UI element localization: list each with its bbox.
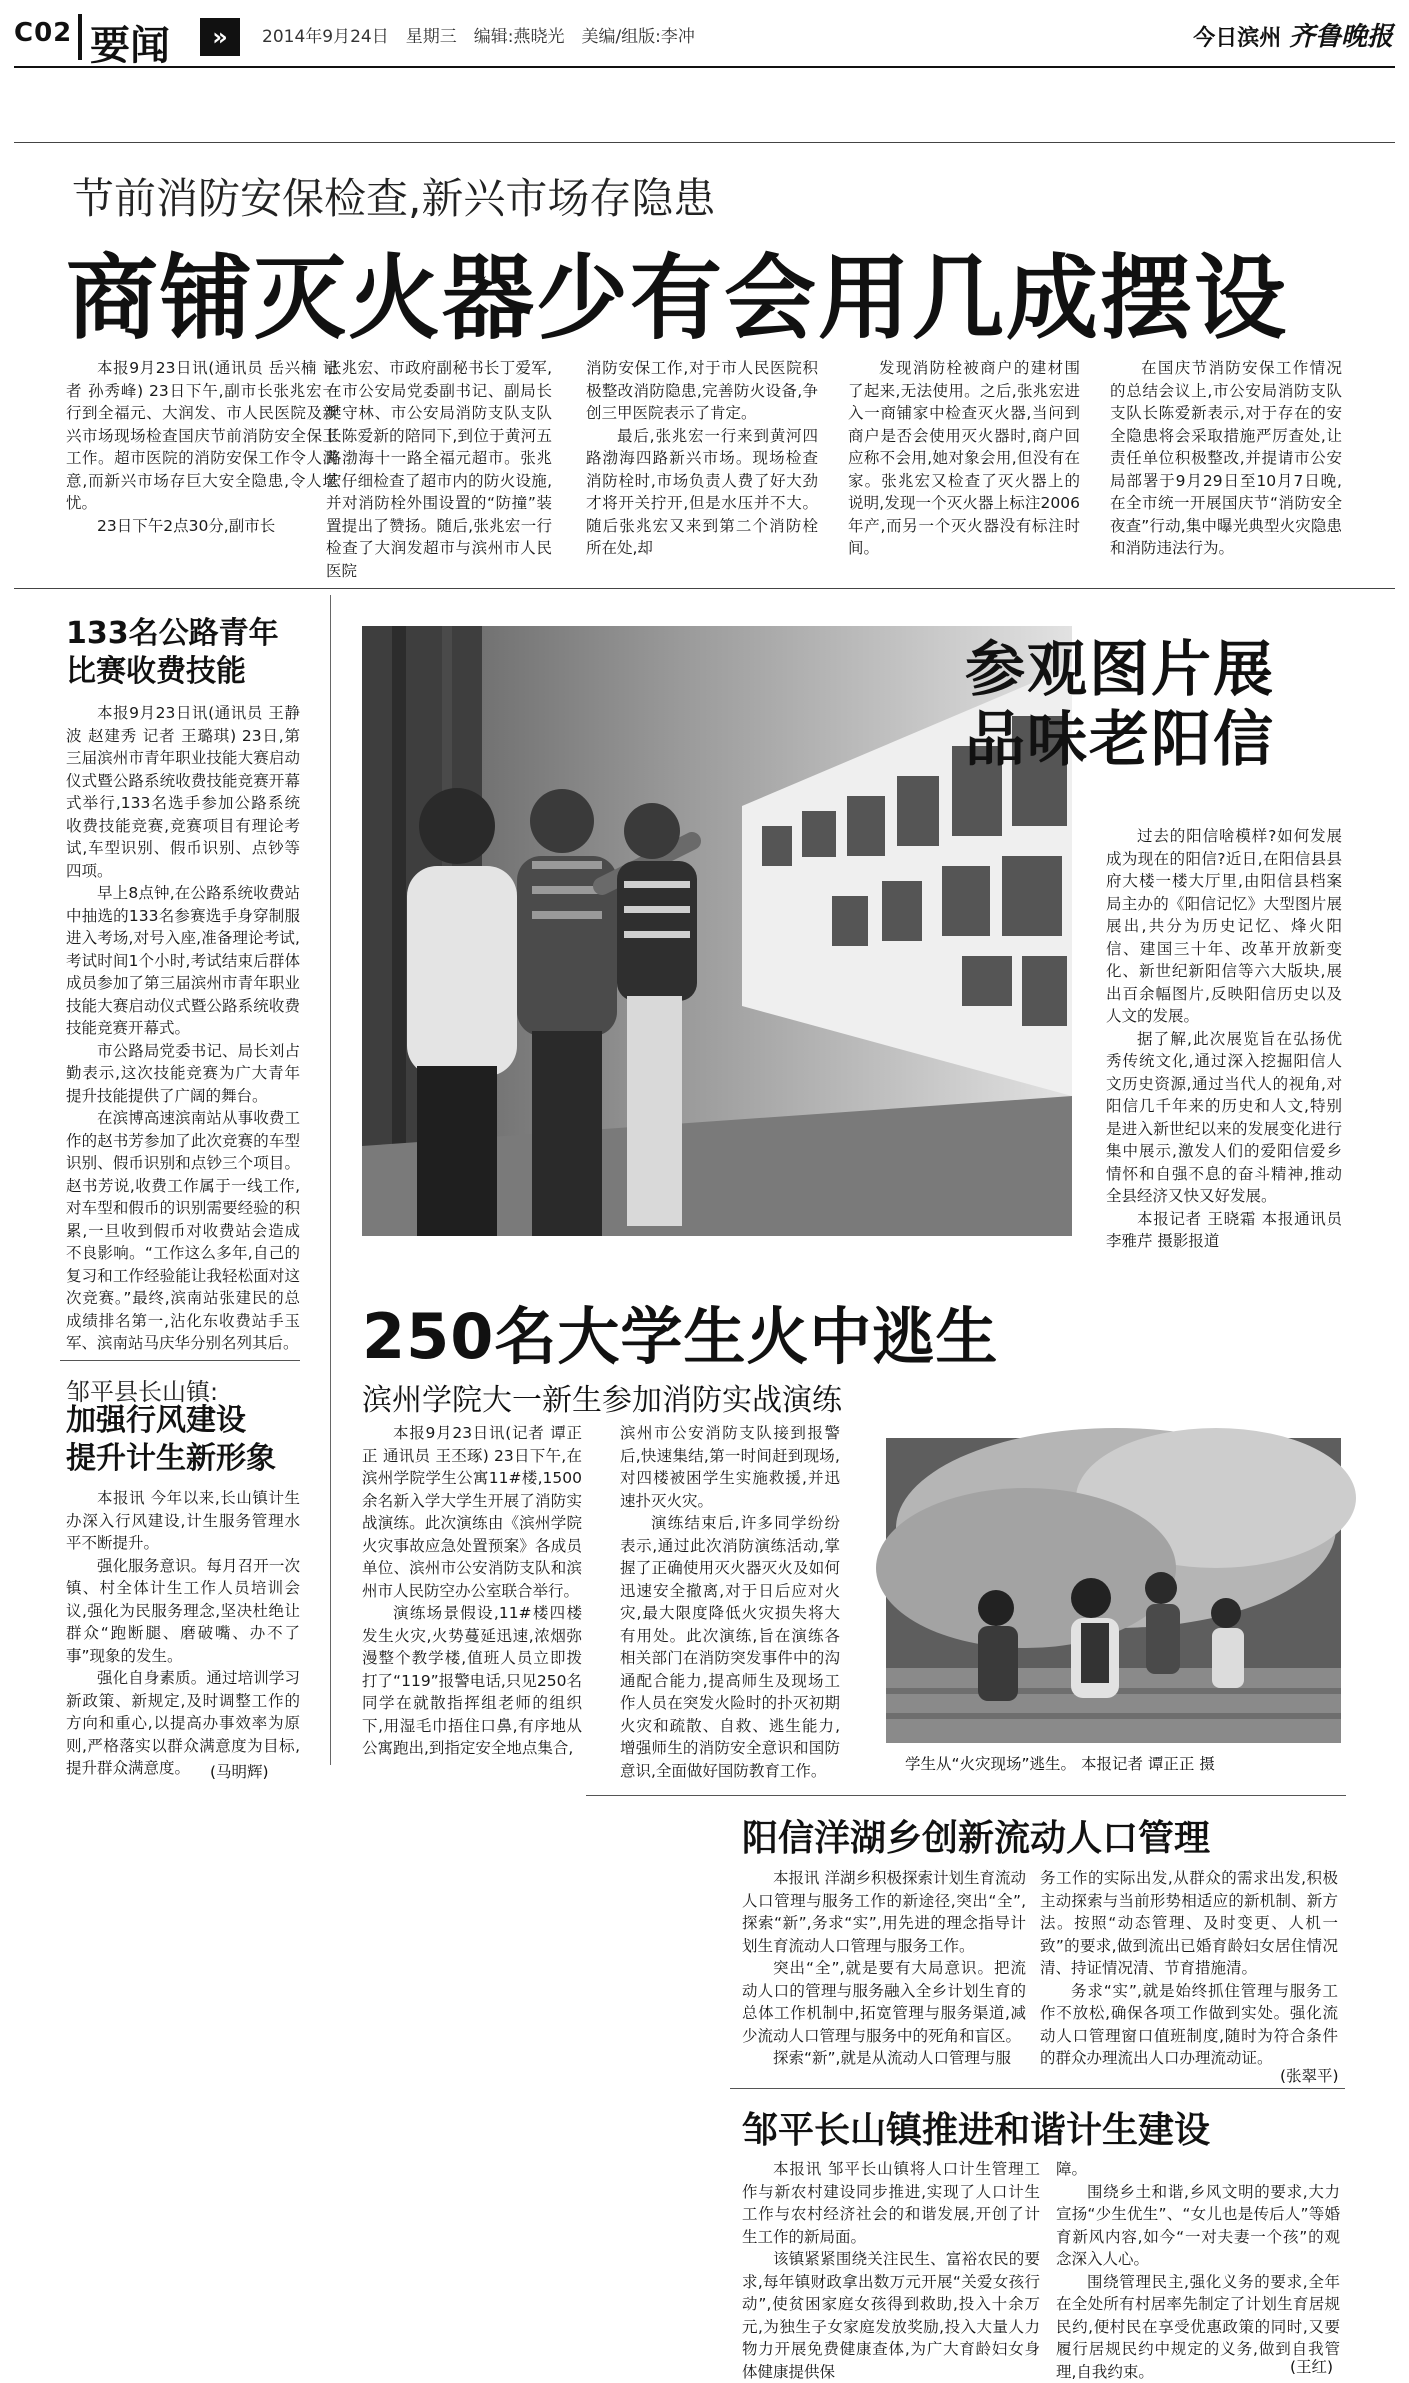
newspaper-brand bbox=[1193, 16, 1393, 53]
lead-column-3: 消防安保工作,对于市人民医院积极整改消防隐患,完善防火设备,争创三甲医院表示了肯定。 最后,张兆宏一行来到黄河四路渤海四路新兴市场。现场检查消防栓时,市场负责人费了好大劲才将开关拧开,但是水压并不大。随后张兆宏又来到第二个消防栓所在处,却 bbox=[586, 359, 818, 557]
brand-logo: 齐鲁晚报 bbox=[1288, 22, 1393, 52]
story2-column-1: 本报9月23日讯(记者 谭正正 通讯员 王丕琢) 23日下午,在滨州学院学生公寓11#楼,1500余名新入学大学生开展了消防实战演练。此次演练由《滨州学院火灾事故应急处置预案》各成员单位、滨州市公安消防支队和滨州市人民防空办公室联合举行。 演练场景假设,11#楼四楼发生火灾,火势蔓延迅速,浓烟弥漫整个教学楼,值班人员立即拨打了“119”报警电话,只见250名同学在就散指挥组老师的组织下,用湿毛巾捂住口鼻,有序地从公寓跑出,到指定安全地点集合, bbox=[362, 1424, 582, 1757]
chevron-right-icon: » bbox=[200, 18, 240, 56]
left2-kicker: 邹平县长山镇: bbox=[66, 1378, 219, 1406]
lead-column-4: 发现消防栓被商户的建材围了起来,无法使用。之后,张兆宏进入一商铺家中检查灭火器,当问到商户是否会使用灭火器时,商户回应称不会用,她对象会用,但没有在家。张兆宏又检查了灭火器上的说明,发现一个灭火器上标注2006年产,而另一个灭火器没有标注时间。 bbox=[848, 359, 1080, 557]
left-divider bbox=[60, 1360, 300, 1361]
brand-region: 今日滨州 bbox=[1193, 26, 1282, 51]
story3-signature: (张翠平) bbox=[1280, 2067, 1339, 2085]
story4-column-2: 障。 围绕乡土和谐,乡风文明的要求,大力宣扬“少生优生”、“女儿也是传后人”等婚育新风内容,如今“一对夫妻一个孩”的观念深入人心。 围绕管理民主,强化义务的要求,全年在全处所有村居率先制定了计划生育居规民约,便村民在享受优惠政策的同时,又要履行居规民约中规定的义务,做到自我管理,自我约束。 bbox=[1056, 2160, 1340, 2381]
story4-headline: 邹平长山镇推进和谐计生建设 bbox=[742, 2110, 1211, 2151]
lead-headline: 商铺灭火器少有会用几成摆设 bbox=[66, 245, 1289, 352]
left2-body: 本报讯 今年以来,长山镇计生办深入行风建设,计生服务管理水平不断提升。 强化服务意识。每月召开一次镇、村全体计生工作人员培训会议,强化为民服务理念,坚决杜绝让群众“跑断腿、磨破嘴、办不了事”现象的发生。 强化自身素质。通过培训学习新政策、新规定,及时调整工作的方向和重心,以提高办事效率为原则,严格落实以群众满意度为目标,提升群众满意度。 bbox=[66, 1489, 300, 1777]
story4-column-1: 本报讯 邹平长山镇将人口计生管理工作与新农村建设同步推进,实现了人口计生工作与农村经济社会的和谐发展,开创了计生工作的新局面。 该镇紧紧围绕关注民生、富裕农民的要求,每年镇财政拿出数万元开展“关爱女孩行动”,使贫困家庭女孩得到救助,投入十余万元,为独生子女家庭发放奖励,投入大量人力物力开展免费健康查体,为广大育龄妇女身体健康提供保 bbox=[742, 2160, 1040, 2381]
lead-column-5: 在国庆节消防安保工作情况的总结会议上,市公安局消防支队支队长陈爱新表示,对于存在的安全隐患将会采取措施严厉查处,让责任单位积极整改,并提请市公安局部署于9月29日至10月7日晚,在全市统一开展国庆节“消防安全夜查”行动,集中曝光典型火灾隐患和消防违法行为。 bbox=[1110, 359, 1342, 557]
feature1-body: 过去的阳信啥模样?如何发展成为现在的阳信?近日,在阳信县县府大楼一楼大厅里,由阳信县档案局主办的《阳信记忆》大型图片展展出,共分为历史记忆、烽火阳信、建国三十年、改革开放新变化、新世纪新阳信等六大版块,展出百余幅图片,反映阳信历史以及人文的发展。 据了解,此次展览旨在弘扬优秀传统文化,通过深入挖掘阳信人文历史资源,通过当代人的视角,对阳信几千年来的历史和人文,特别是进入新世纪以来的发展变化进行集中展示,激发人们的爱阳信爱乡情怀和自强不息的奋斗精神,推动全县经济又快又好发展。 本报记者 王晓霜 本报通讯员 李雅芹 摄影报道 bbox=[1106, 827, 1342, 1250]
edition-info: 2014年9月24日 星期三 编辑:燕晓光 美编/组版:李冲 bbox=[262, 27, 695, 47]
story2-column-2: 滨州市公安消防支队接到报警后,快速集结,第一时间赶到现场,对四楼被困学生实施救援,并迅速扑灭火灾。 演练结束后,许多同学纷纷表示,通过此次消防演练活动,掌握了正确使用灭火器灭火及如何迅速安全撤离,对于日后应对火灾,最大限度降低火灾损失将大有用处。此次演练,旨在演练各相关部门在消防突发事件中的沟通配合能力,提高师生及现场工作人员在突发火险时的扑灭初期火灾和疏散、自救、逃生能力,增强师生的消防安全意识和国防意识,全面做好国防教育工作。 bbox=[620, 1424, 840, 1780]
lead-kicker: 节前消防安保检查,新兴市场存隐患 bbox=[72, 174, 716, 223]
lead-bottom-rule bbox=[14, 588, 1395, 589]
section-title: 要闻 bbox=[90, 23, 170, 69]
left1-title: 133名公路青年 比赛收费技能 bbox=[66, 616, 279, 689]
header-rule-thin bbox=[14, 142, 1395, 143]
left1-body: 本报9月23日讯(通讯员 王静波 赵建秀 记者 王璐琪) 23日,第三届滨州市青年职业技能大赛启动仪式暨公路系统收费技能竞赛开幕式举行,133名选手参加公路系统收费技能竞赛,竞赛项目有理论考试,车型识别、假币识别、点钞等四项。 早上8点钟,在公路系统收费站中抽选的133名参赛选手身穿制服进入考场,对号入座,准备理论考试,考试时间1个小时,考试结束后群体成员参加了第三届滨州市青年职业技能大赛启动仪式暨公路系统收费技能竞赛开幕式。 市公路局党委书记、局长刘占勤表示,这次技能竞赛为广大青年提升技能提供了广阔的舞台。 在滨博高速滨南站从事收费工作的赵书芳参加了此次竞赛的车型识别、假币识别和点钞三个项目。赵书芳说,收费工作属于一线工作,对车型和假币的识别需要经验的积累,一旦收到假币对收费站会造成不良影响。“工作这么多年,自己的复习和工作经验能让我轻松面对这次竞赛。”最终,滨南站张建民的总成绩排名第一,沾化东收费站手玉军、滨南站马庆华分别名列其后。 bbox=[66, 704, 300, 1352]
left2-signature: (马明辉) bbox=[210, 1763, 269, 1781]
photo1-title: 参观图片展 品味老阳信 bbox=[965, 635, 1275, 775]
story4-signature: (王红) bbox=[1290, 2358, 1334, 2376]
page-code: C02 bbox=[14, 18, 73, 48]
header-rule bbox=[14, 66, 1395, 68]
story3-column-1: 本报讯 洋湖乡积极探索计划生育流动人口管理与服务工作的新途径,突出“全”,探索“新”,务求“实”,用先进的理念指导计划生育流动人口管理与服务工作。 突出“全”,就是要有大局意识。把流动人口的管理与服务融入全乡计划生育的总体工作机制中,拓宽管理与服务渠道,减少流动人口管理与服务中的死角和盲区。 探索“新”,就是从流动人口管理与服 bbox=[742, 1869, 1026, 2067]
fire-drill-photo bbox=[886, 1438, 1341, 1743]
story3-bottom-rule bbox=[730, 2088, 1345, 2089]
story3-headline: 阳信洋湖乡创新流动人口管理 bbox=[742, 1818, 1211, 1859]
fire-drill-caption: 学生从“火灾现场”逃生。 本报记者 谭正正 摄 bbox=[905, 1755, 1215, 1773]
story2-kicker: 滨州学院大一新生参加消防实战演练 bbox=[362, 1383, 842, 1418]
left2-title: 加强行风建设 提升计生新形象 bbox=[66, 1403, 276, 1476]
lead-column-2: 张兆宏、市政府副秘书长丁爱军,在市公安局党委副书记、副局长樊守林、市公安局消防支队支队长陈爱新的陪同下,到位于黄河五路渤海十一路全福元超市。张兆宏仔细检查了超市内的防火设施,并对消防栓外围设置的“防撞”装置提出了赞扬。随后,张兆宏一行检查了大润发超市与滨州市人民医院 bbox=[326, 359, 552, 580]
story2-headline: 250名大学生火中逃生 bbox=[362, 1300, 999, 1373]
story2-bottom-rule bbox=[586, 1795, 1346, 1796]
lead-column-1: 本报9月23日讯(通讯员 岳兴楠 记者 孙秀峰) 23日下午,副市长张兆宏一行到全福元、大润发、市人民医院及新兴市场现场检查国庆节前消防安全保卫工作。超市医院的消防安保工作令人满意,而新兴市场存巨大安全隐患,令人堪忧。 23日下午2点30分,副市长 bbox=[66, 359, 338, 535]
story3-column-2: 务工作的实际出发,从群众的需求出发,积极主动探索与当前形势相适应的新机制、新方法。按照“动态管理、及时变更、人机一致”的要求,做到流出已婚育龄妇女居住情况清、持证情况清、节育措施清。 务求“实”,就是始终抓住管理与服务工作不放松,确保各项工作做到实处。强化流动人口管理窗口值班制度,随时为符合条件的群众办理流出人口办理流动证。 bbox=[1040, 1869, 1338, 2067]
column-divider bbox=[330, 595, 331, 1765]
